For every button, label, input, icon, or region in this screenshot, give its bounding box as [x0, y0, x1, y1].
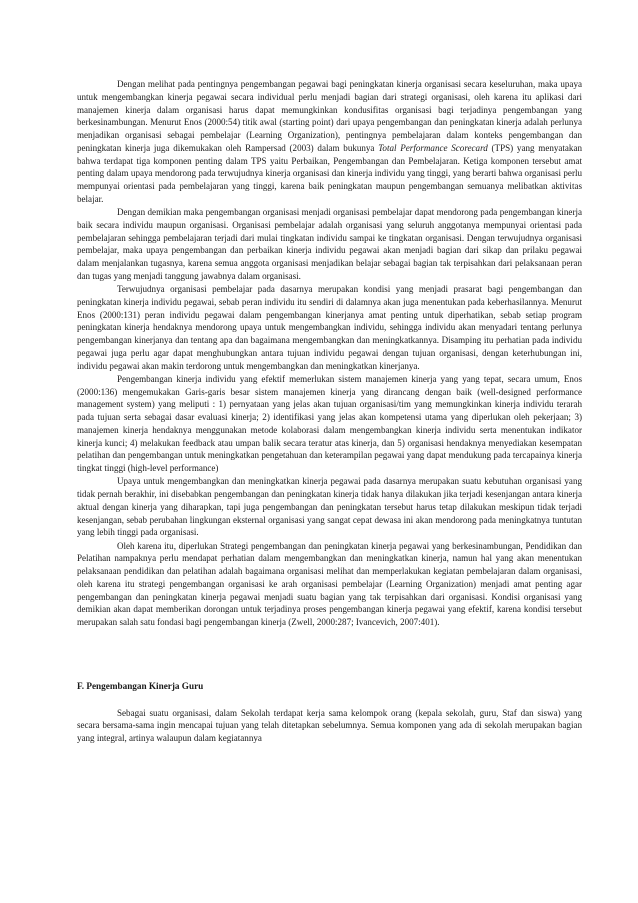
paragraph-1-text-after: (TPS) yang menyatakan bahwa terdapat tiga komponen penting dalam TPS yaitu Perbaikan, Pengembangan dan Pembelajaran. Ketiga komponen tersebut amat penting dalam upaya mendorong pada terwujudnya kinerja organisasi dan kinerja individu yang tinggi, yang berarti bahwa organisasi perlu mempunyai orientasi pada pembelajaran yang tinggi, karena baik peningkatan maupun pengembangan semuanya melibatkan aktivitas belajar.: [77, 142, 582, 204]
paragraph-4: Pengembangan kinerja individu yang efektif memerlukan sistem manajemen kinerja yang yang tepat, secara umum, Enos (2000:136) mengemukakan Garis-garis besar sistem manajemen kinerja yang dirancang dengan baik (well-designed performance management system) yang meliputi : 1) pernyataan yang jelas akan tujuan organisasi/tim yang memungkinkan kinerja individu terarah pada tujuan serta sebagai dasar evaluasi kinerja; 2) identifikasi yang jelas akan kompetensi utama yang diperlukan oleh pekerjaan; 3) manajemen kinerja hendaknya menggunakan metode kolaborasi dalam mengembangkan kinerja individu serta menentukan indikator kinerja kunci; 4) melakukan feedback atau umpan balik secara teratur atas kinerja, dan 5) organisasi hendaknya menyediakan kesempatan pelatihan dan pengembangan untuk meningkatkan pengetahuan dan keterampilan pegawai yang dapat mendukung pada tercapainya kinerja tingkat tinggi (high-level performance): [77, 373, 582, 473]
paragraph-6: Oleh karena itu, diperlukan Strategi pengembangan dan peningkatan kinerja pegawai yang berkesinambungan, Pendidikan dan Pelatihan nampaknya perlu mendapat perhatian dalam mengembangkan dan meningkatkan kinerja, namun hal yang akan menentukan pelaksanaan pendidikan dan pelatihan adalah bagaimana organisasi melihat dan memperlakukan kegiatan pembelajaran dalam organisasi, oleh karena itu strategi pengembangan organisasi ke arah organisasi pembelajar (Learning Organization) menjadi amat penting agar pengembangan dan peningkatan kinerja pegawai menjadi suatu bagian yang tak terpisahkan dari organisasi. Kondisi organisasi yang demikian akan dapat memberikan dorongan untuk terjadinya proses pengembangan kinerja pegawai yang efektif, karena kondisi tersebut merupakan salah satu fondasi bagi pengembangan kinerja (Zwell, 2000:287; Ivancevich, 2007:401).: [77, 540, 582, 627]
paragraph-1-text-before: Dengan melihat pada pentingnya pengembangan pegawai bagi peningkatan kinerja organisasi secara keseluruhan, maka upaya untuk mengembangkan kinerja pegawai secara individual perlu menjadi bagian dari strategi organisasi, oleh karena itu aplikasi dari manajemen kinerja dalam organisasi harus dapat memungkinkan kondusifitas organisasi bagi terjadinya pengembangan yang berkesinambungan. Menurut Enos (2000:54) titik awal (starting point) dari upaya pengembangan dan peningkatan kinerja adalah perlunya menjadikan organisasi sebagai pembelajar (Learning Organization), pentingnya pembelajaran dalam konteks pengembangan dan peningkatan kinerja juga dikemukakan oleh Rampersad (2003) dalam bukunya: [77, 79, 582, 153]
section-heading: F. Pengembangan Kinerja Guru: [77, 680, 204, 691]
paragraph-5: Upaya untuk mengembangkan dan meningkatkan kinerja pegawai pada dasarnya merupakan suatu kebutuhan organisasi yang tidak pernah berakhir, ini disebabkan pengembangan dan peningkatan kinerja tidak hanya dilakukan jika terjadi kesenjangan antara kinerja aktual dengan kinerja yang diharapkan, tapi juga pengembangan dan peningkatan tersebut harus tetap dilakukan meskipun tidak terjadi kesenjangan, sebab perubahan lingkungan eksternal organisasi yang sangat cepat dewasa ini akan mendorong pada meningkatnya tuntutan yang lebih tinggi pada organisasi.: [77, 476, 582, 538]
paragraph-2: Dengan demikian maka pengembangan organisasi menjadi organisasi pembelajar dapat mendorong pada pengembangan kinerja baik secara individu maupun organisasi. Organisasi pembelajar adalah organisasi yang seluruh anggotanya mempunyai orientasi pada pembelajaran sehingga pembelajaran terjadi dari mulai tingkatan individu sampai ke tingkatan organisasi. Dengan terwujudnya organisasi pembelajar, maka upaya pengembangan dan perbaikan kinerja individu pegawai akan menjadi bagian dari sikap dan prilaku pegawai dalam menjalankan tugasnya, karena semua anggota organisasi menjadikan belajar sebagai bagian tak terpisahkan dari pelaksanaan peran dan tugas yang menjadi tanggung jawabnya dalam organisasi.: [77, 207, 582, 281]
book-title-italic: Total Performance Scorecard: [378, 142, 488, 153]
paragraph-3: Terwujudnya organisasi pembelajar pada dasarnya merupakan kondisi yang menjadi prasarat bagi pengembangan dan peningkatan kinerja individu pegawai, sebab peran individu itu sendiri di dalamnya akan juga menentukan pada keberhasilannya. Menurut Enos (2000:131) peran individu pegawai dalam pengembangan kinerjanya amat penting untuk diperhatikan, sebab setiap program peningkatan kinerja hendaknya mendorong upaya untuk mengembangkan individu, sehingga individu akan menyadari tentang perlunya pengembangan kinerjanya dan tentang apa dan bagaimana mengembangkan dan meningkatkannya. Disamping itu perhatian pada individu pegawai juga perlu agar dapat menghubungkan antara tujuan individu pegawai dengan tujuan organisasi, dengan keterhubungan ini, individu pegawai akan makin terdorong untuk mengembangkan dan meningkatkan kinerjanya.: [77, 284, 582, 371]
section-paragraph: Sebagai suatu organisasi, dalam Sekolah terdapat kerja sama kelompok orang (kepala sekolah, guru, Staf dan siswa) yang secara bersama-sama ingin mencapai tujuan yang telah ditetapkan sebelumnya. Semua komponen yang ada di sekolah merupakan bagian yang integral, artinya walaupun dalam kegiatannya: [77, 707, 582, 743]
paragraph-1: [77, 78, 582, 206]
